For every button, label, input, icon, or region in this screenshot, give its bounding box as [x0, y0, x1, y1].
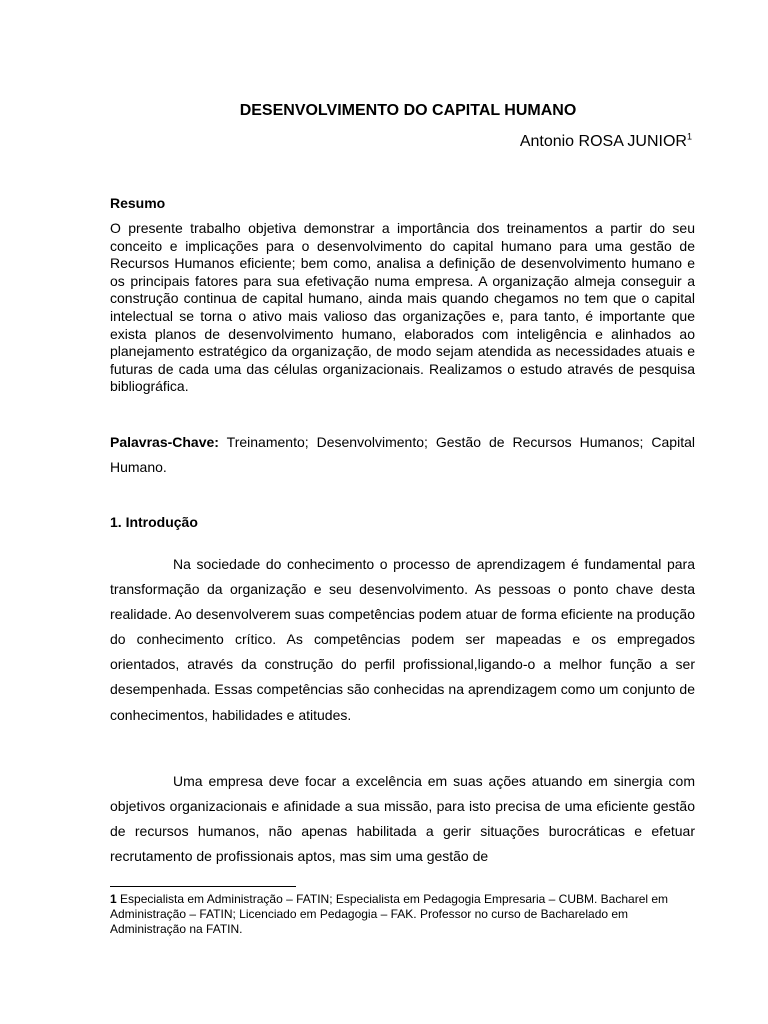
intro-paragraph-1: Na sociedade do conhecimento o processo de aprendizagem é fundamental para transformação da organização e seu desenvolvimento. As pessoas o ponto chave desta realidade. Ao desenvolverem suas competências podem atuar de forma eficiente na produção do conhecimento crítico. As competências podem ser mapeadas e os empregados orientados, através da construção do perfil profissional,ligando-o a melhor função a ser desempenhada. Essas competências são conhecidas na aprendizagem como um conjunto de conhecimentos, habilidades e atitudes.	[110, 556, 695, 723]
author-line	[520, 132, 692, 152]
intro-paragraph-2: Uma empresa deve focar a excelência em suas ações atuando em sinergia com objetivos organizacionais e afinidade a sua missão, para isto precisa de uma eficiente gestão de recursos humanos, não apenas habilitada a gerir situações burocráticas e efetuar recrutamento de profissionais aptos, mas sim uma gestão de	[110, 773, 695, 865]
footnote	[110, 892, 695, 937]
keywords-text: Treinamento; Desenvolvimento; Gestão de Recursos Humanos; Capital Humano.	[110, 434, 695, 475]
abstract-heading: Resumo	[110, 195, 166, 211]
section-heading-introducao: 1. Introdução	[110, 514, 198, 530]
abstract-text: O presente trabalho objetiva demonstrar a importância dos treinamentos a partir do seu conceito e implicações para o desenvolvimento do capital humano para uma gestão de Recursos Humanos eficiente; bem como, analisa a definição de desenvolvimento humano e os principais fatores para sua efetivação numa empresa. A organização almeja conseguir a construção continua de capital humano, ainda mais quando chegamos no tem que o capital intelectual se torna o ativo mais valioso das organizações e, para tanto, é importante que exista planos de desenvolvimento humano, elaborados com inteligência e alinhados ao planejamento estratégico da organização, de modo sejam atendida as necessidades atuais e futuras de cada uma das células organizacionais. Realizamos o estudo através de pesquisa bibliográfica.	[110, 220, 695, 395]
footnote-separator	[110, 886, 296, 887]
footnote-text: Especialista em Administração – FATIN; Especialista em Pedagogia Empresaria – CUBM. Bacharel em Administração – FATIN; Licenciado em Pedagogia – FAK. Professor no curso de Bacharelado em Administração na FATIN.	[110, 892, 669, 936]
author-footnote-marker: 1	[686, 131, 692, 142]
keywords-paragraph	[110, 430, 695, 480]
keywords-label: Palavras-Chave:	[110, 434, 219, 450]
document-title: DESENVOLVIMENTO DO CAPITAL HUMANO	[239, 102, 577, 119]
footnote-marker: 1	[110, 892, 117, 906]
author-name: Antonio ROSA JUNIOR	[519, 133, 687, 150]
